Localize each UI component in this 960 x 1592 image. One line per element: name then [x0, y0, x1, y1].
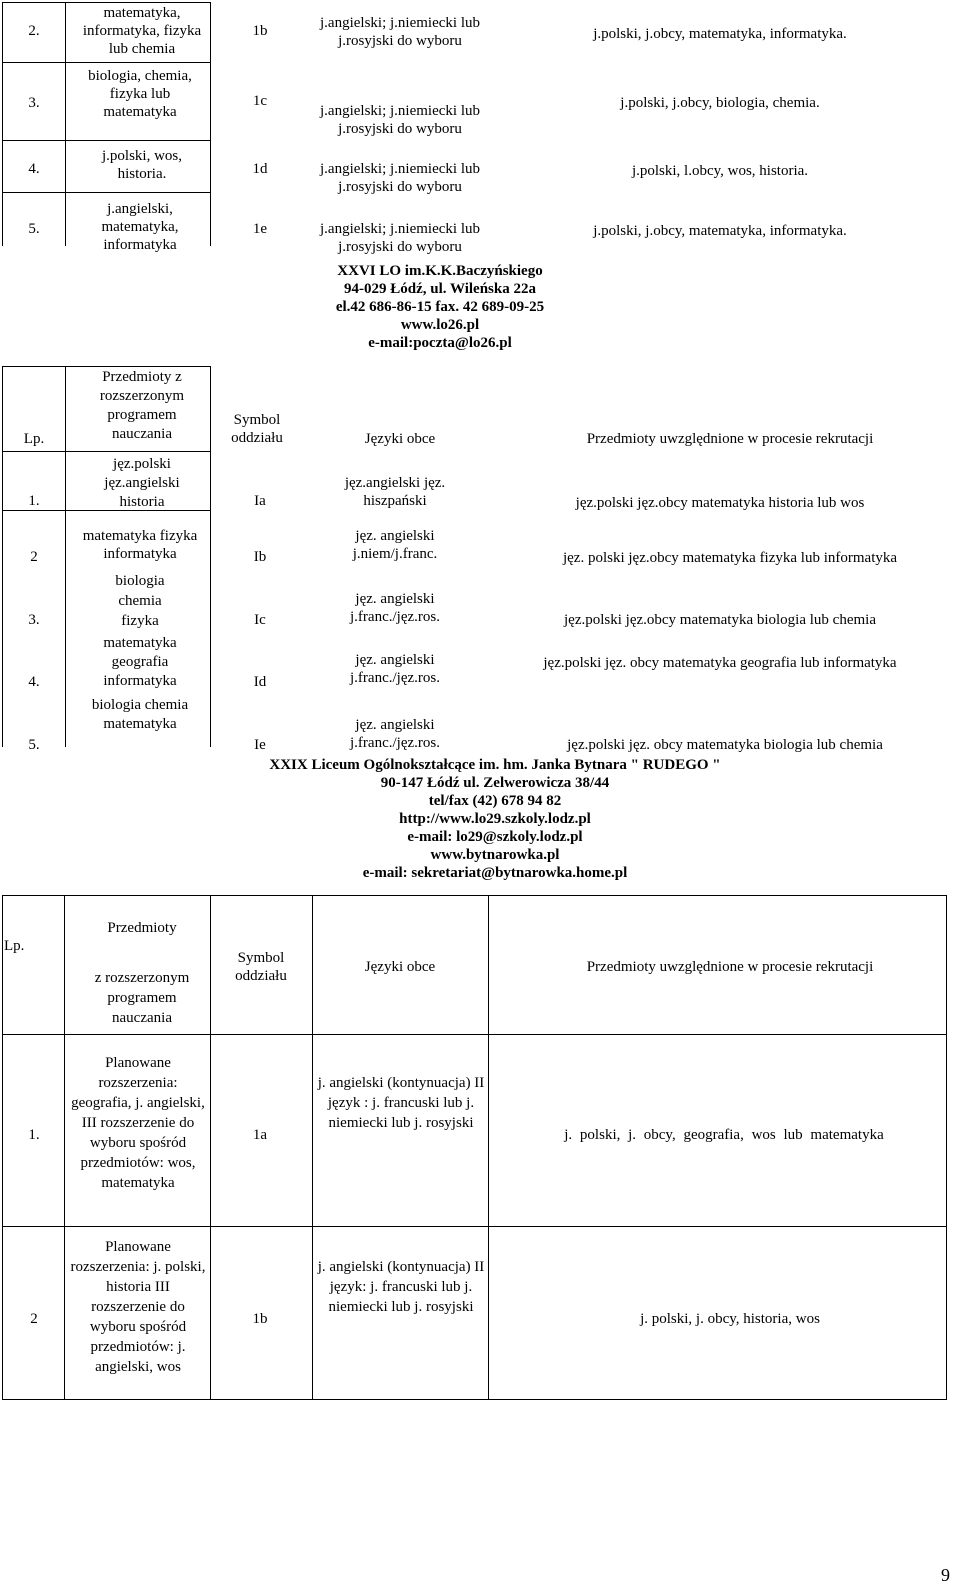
- recruitment-cell: j.polski, j.obcy, matematyka, informatyka.: [593, 26, 847, 42]
- school-email: e-mail:poczta@lo26.pl: [368, 335, 512, 351]
- languages-cell: jęz. angielski j.niem/j.franc.: [352, 528, 438, 562]
- subjects-cell: biologia, chemia, fizyka lub matematyka: [88, 68, 192, 120]
- school-email: e-mail: lo29@szkoly.lodz.pl: [407, 829, 583, 845]
- languages-cell: jęz. angielski j.franc./jęz.ros.: [350, 717, 440, 751]
- lp-cell: 4.: [28, 674, 40, 690]
- symbol-cell: 1b: [252, 23, 268, 39]
- subjects-cell: biologia chemia fizyka: [115, 573, 165, 629]
- school-email-2: e-mail: sekretariat@bytnarowka.home.pl: [362, 865, 628, 881]
- recruitment-cell: j.polski, l.obcy, wos, historia.: [631, 163, 809, 179]
- symbol-cell: Ie: [254, 737, 266, 753]
- recruitment-cell: jęz. polski jęz.obcy matematyka fizyka lub informatyka: [562, 550, 898, 566]
- school-name: XXVI LO im.K.K.Baczyńskiego: [337, 263, 543, 279]
- header-recruitment: Przedmioty uwzględnione w procesie rekrutacji: [586, 959, 874, 975]
- lp-cell: 2: [30, 1311, 38, 1327]
- lp-cell: 2: [30, 549, 38, 565]
- subjects-cell: Planowane rozszerzenia: j. polski, historia III rozszerzenie do wyboru spośród przedmiotów: j. angielski, wos: [70, 1239, 206, 1375]
- symbol-cell: 1c: [252, 93, 268, 109]
- school-address: 94-029 Łódź, ul. Wileńska 22a: [344, 281, 536, 297]
- school-29-address-block: [200, 756, 790, 882]
- recruitment-cell: jęz.polski jęz.obcy matematyka historia lub wos: [575, 495, 865, 511]
- header-symbol: Symbol oddziału: [235, 950, 287, 984]
- languages-cell: j. angielski (kontynuacja) II język : j. francuski lub j. niemiecki lub j. rosyjski: [317, 1075, 485, 1131]
- recruitment-cell: jęz.polski jęz.obcy matematyka biologia lub chemia: [564, 612, 876, 628]
- symbol-cell: 1b: [252, 1311, 268, 1327]
- row-divider: [2, 1226, 947, 1227]
- lp-cell: 1.: [28, 1127, 40, 1143]
- school-website: www.lo26.pl: [400, 317, 480, 333]
- lp-cell: 3.: [28, 95, 40, 111]
- lp-cell: 5.: [28, 221, 40, 237]
- header-symbol: Symbol oddziału: [231, 412, 283, 446]
- school-address: 90-147 Łódź ul. Zelwerowicza 38/44: [380, 775, 610, 791]
- school-website-2: www.bytnarowka.pl: [430, 847, 560, 863]
- languages-cell: j.angielski; j.niemiecki lub j.rosyjski do wyboru: [320, 15, 480, 49]
- subjects-cell: Planowane rozszerzenia: geografia, j. angielski, III rozszerzenie do wyboru spośród przedmiotów: wos, matematyka: [71, 1055, 205, 1191]
- header-subjects-title: Przedmioty: [107, 920, 177, 936]
- col-divider: [210, 895, 211, 1400]
- header-lp: Lp.: [23, 431, 45, 447]
- subjects-cell: matematyka geografia informatyka: [103, 635, 177, 689]
- lp-cell: 5.: [28, 737, 40, 753]
- school-name: XXIX Liceum Ogólnokształcące im. hm. Janka Bytnara " RUDEGO ": [269, 757, 721, 773]
- languages-cell: j. angielski (kontynuacja) II język: j. francuski lub j. niemiecki lub j. rosyjski: [317, 1259, 485, 1315]
- symbol-cell: 1a: [252, 1127, 268, 1143]
- recruitment-cell: j. polski, j. obcy, geografia, wos lub matematyka: [564, 1127, 884, 1143]
- lp-cell: 2.: [28, 23, 40, 39]
- lp-cell: 1.: [28, 493, 40, 509]
- languages-cell: j.angielski; j.niemiecki lub j.rosyjski do wyboru: [320, 221, 480, 255]
- symbol-cell: Ic: [254, 612, 266, 628]
- col-divider: [312, 895, 313, 1400]
- header-languages: Języki obce: [364, 959, 436, 975]
- subjects-cell: biologia chemia matematyka: [91, 697, 189, 732]
- header-lp: Lp.: [4, 938, 25, 954]
- header-subjects-detail: z rozszerzonym programem nauczania: [94, 970, 190, 1026]
- subjects-cell: matematyka, informatyka, fizyka lub chemia: [82, 5, 202, 57]
- recruitment-cell: j. polski, j. obcy, historia, wos: [640, 1311, 820, 1327]
- header-subjects: Przedmioty z rozszerzonym programem nauczania: [99, 369, 185, 442]
- row-divider: [2, 192, 210, 193]
- row-divider: [2, 451, 210, 452]
- col-divider: [488, 895, 489, 1400]
- languages-cell: j.angielski; j.niemiecki lub j.rosyjski do wyboru: [320, 103, 480, 137]
- row-divider: [2, 1034, 947, 1035]
- page-number: 9: [941, 1565, 950, 1585]
- symbol-cell: 1e: [252, 221, 268, 237]
- header-languages: Języki obce: [364, 431, 436, 447]
- languages-cell: jęz.angielski jęz. hiszpański: [344, 475, 446, 509]
- recruitment-cell: j.polski, j.obcy, biologia, chemia.: [620, 95, 820, 111]
- languages-cell: jęz. angielski j.franc./jęz.ros.: [350, 591, 440, 625]
- school-phone: el.42 686-86-15 fax. 42 689-09-25: [335, 299, 545, 315]
- recruitment-cell: jęz.polski jęz. obcy matematyka biologia lub chemia: [567, 737, 883, 753]
- symbol-cell: 1d: [252, 161, 268, 177]
- languages-cell: j.angielski; j.niemiecki lub j.rosyjski do wyboru: [320, 161, 480, 195]
- lp-cell: 3.: [28, 612, 40, 628]
- subjects-cell: j.angielski, matematyka, informatyka: [101, 201, 179, 253]
- recruitment-cell: j.polski, j.obcy, matematyka, informatyka.: [593, 223, 847, 239]
- recruitment-cell: jęz.polski jęz. obcy matematyka geografia lub informatyka: [543, 655, 897, 671]
- lp-cell: 4.: [28, 161, 40, 177]
- subjects-cell: matematyka fizyka informatyka: [82, 528, 198, 562]
- school-website: http://www.lo29.szkoly.lodz.pl: [399, 811, 591, 827]
- subjects-cell: j.polski, wos, historia.: [101, 148, 182, 182]
- symbol-cell: Id: [253, 674, 267, 690]
- header-recruitment: Przedmioty uwzględnione w procesie rekrutacji: [586, 431, 874, 447]
- subjects-cell: jęz.polski jęz.angielski historia: [104, 456, 180, 510]
- row-divider: [2, 62, 210, 63]
- languages-cell: jęz. angielski j.franc./jęz.ros.: [350, 652, 440, 686]
- symbol-cell: Ia: [254, 493, 266, 509]
- school-phone: tel/fax (42) 678 94 82: [428, 793, 562, 809]
- symbol-cell: Ib: [253, 549, 267, 565]
- row-divider: [2, 140, 210, 141]
- school-26-address-block: [290, 262, 590, 352]
